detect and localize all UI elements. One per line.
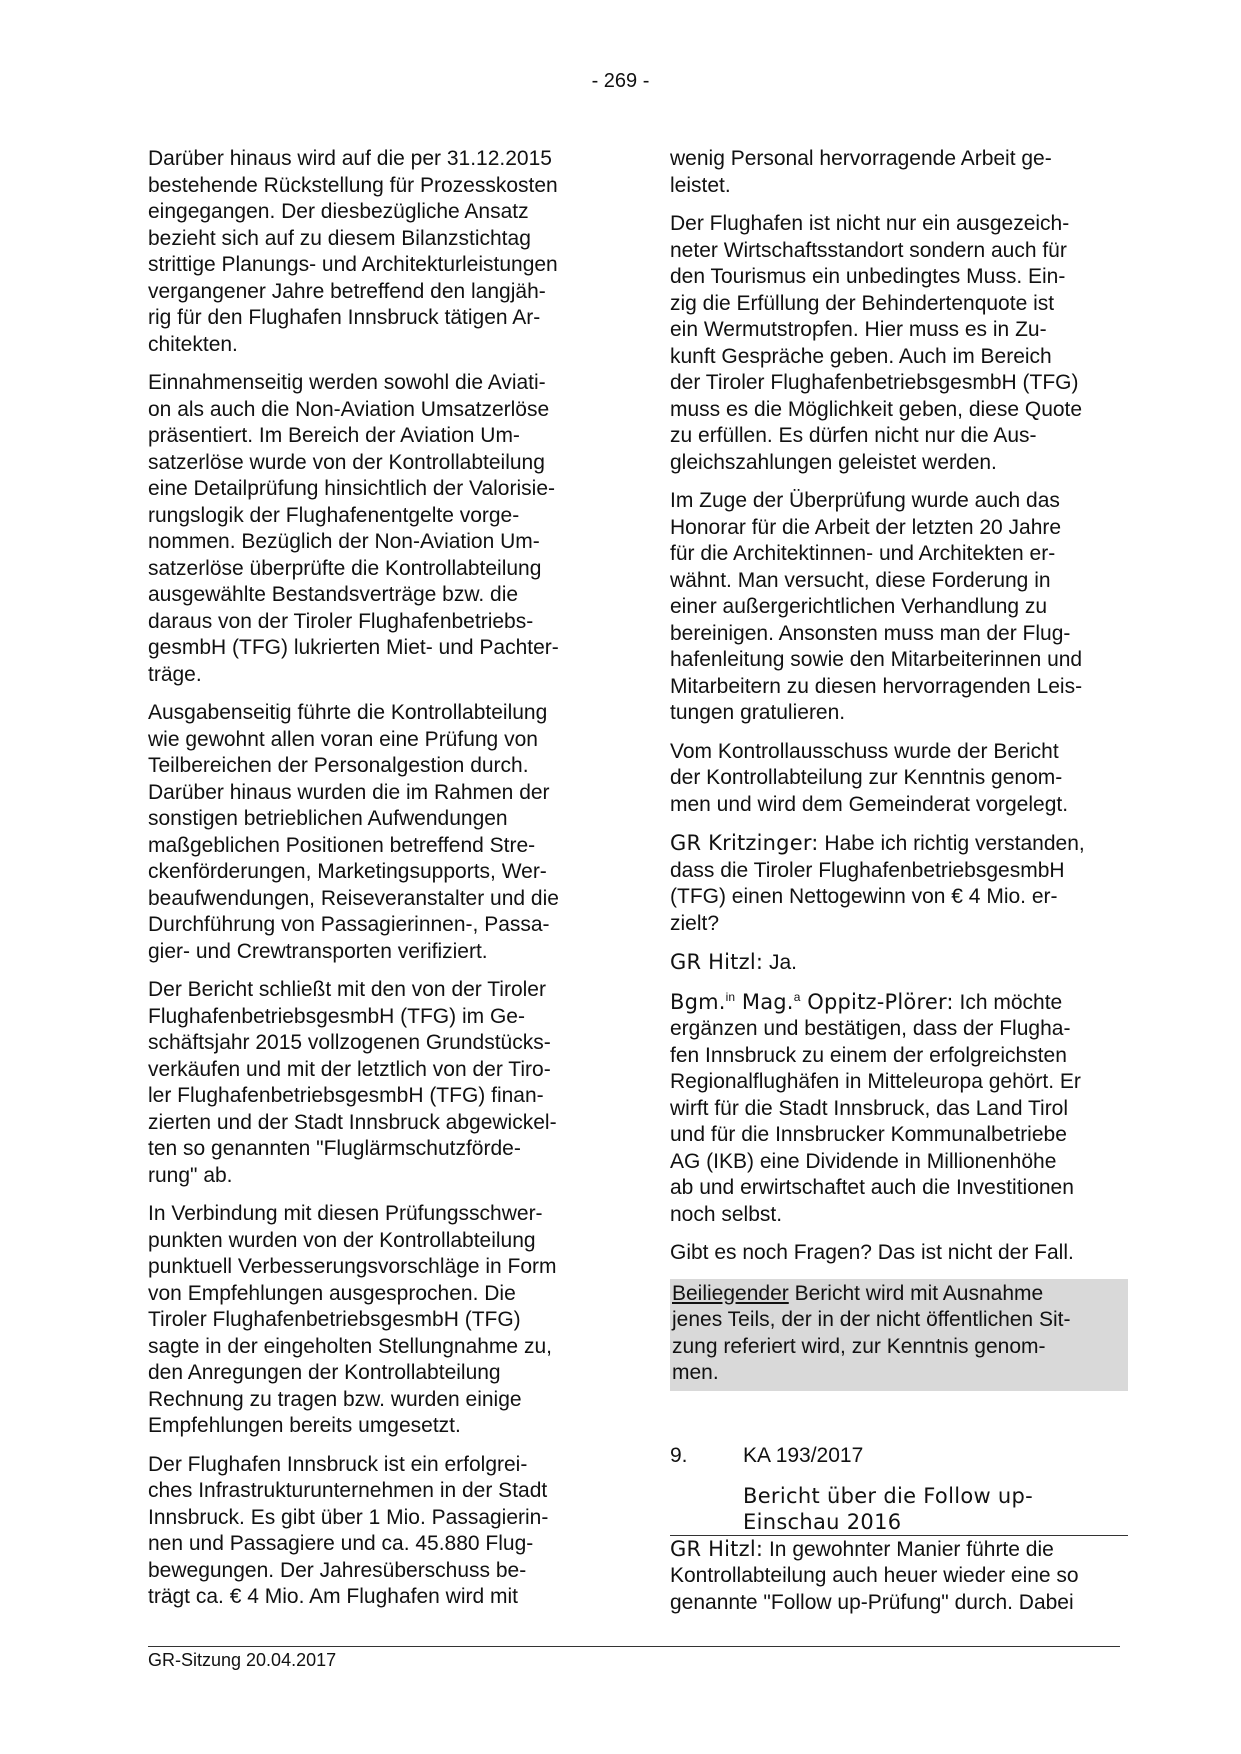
speaker-name-part: Mag. — [735, 989, 794, 1014]
paragraph-continuation: wenig Personal hervorragende Arbeit ge- leistet. — [670, 147, 1052, 197]
right-column — [670, 146, 1120, 1628]
paragraph-expenses: Ausgabenseitig führte die Kontrollabteilung wie gewohnt allen voran eine Prüfung von Teilbereichen der Personalgestion durch. Darüber hinaus wurden die im Rahmen der sonstigen betrieblichen Aufwendungen maßgeblichen Positionen betreffend Stre- ckenförderungen, Marketingsupports, Wer- beaufwendungen, Reiseveranstalter und die Durchführung von Passagierinnen-, Passa- gier- und Crewtransporten verifiziert. — [148, 701, 559, 963]
statement-hitzl-answer — [670, 949, 1120, 977]
footer-divider — [148, 1646, 1120, 1647]
superscript: in — [725, 989, 736, 1004]
paragraph-questions: Gibt es noch Fragen? Das ist nicht der Fall. — [670, 1241, 1074, 1264]
agenda-item — [670, 1443, 1128, 1536]
statement-hitzl-followup — [670, 1536, 1120, 1617]
paragraph-architect-fee: Im Zuge der Überprüfung wurde auch das Honorar für die Arbeit der letzten 20 Jahre für die Architektinnen- und Architekten er- wähnt. Man versucht, diese Forderung in einer außergerichtlichen Verhandlung zu bereinigen. Ansonsten muss man der Flug- hafenleitung sowie den Mitarbeiterinnen und Mitarbeitern zu diesen hervorragenden Leis- tungen gratulieren. — [670, 489, 1083, 724]
paragraph-recommendations: In Verbindung mit diesen Prüfungsschwer- punkten wurden von der Kontrollabteilung punktuell Verbesserungsvorschläge in Form von Empfehlungen ausgesprochen. Die Tiroler FlughafenbetriebsgesmbH (TFG) sagte in der eingeholten Stellungnahme zu, den Anregungen der Kontrollabteilung Rechnung zu tragen bzw. wurden einige Empfehlungen bereits umgesetzt. — [148, 1202, 557, 1437]
paragraph-disability-quota: Der Flughafen ist nicht nur ein ausgezeich- neter Wirtschaftsstandort sondern auch für den Tourismus ein unbedingtes Muss. Ein- zig die Erfüllung der Behindertenquote ist ein Wermutstropfen. Hier muss es in Zu- kunft Gespräche geben. Auch im Bereich der Tiroler FlughafenbetriebsgesmbH (TFG) muss es die Möglichkeit geben, diese Quote zu erfüllen. Es dürfen nicht nur die Aus- gleichszahlungen geleistet werden. — [670, 212, 1083, 474]
statement-text: Ja. — [763, 951, 797, 974]
agenda-reference: KA 193/2017 — [743, 1443, 864, 1467]
resolution-text: Bericht wird mit Ausnahme jenes Teils, der in der nicht öffentlichen Sit- zung referiert wird, zur Kenntnis genom- men. — [672, 1281, 1071, 1384]
left-column — [148, 146, 598, 1623]
resolution-box — [670, 1279, 1128, 1391]
speaker-name-part: Oppitz-Plörer: — [800, 989, 954, 1014]
statement-text: In gewohnter Manier führte die Kontrollabteilung auch heuer wieder eine so genannte "Follow up-Prüfung" durch. Dabei — [670, 1537, 1079, 1614]
agenda-subject: Bericht über die Follow up- Einschau 2016 — [743, 1483, 1034, 1534]
speaker-name: GR Hitzl: — [670, 950, 764, 974]
statement-kritzinger — [670, 830, 1120, 937]
page-number: - 269 - — [591, 70, 650, 92]
paragraph-committee: Vom Kontrollausschuss wurde der Bericht der Kontrollabteilung zur Kenntnis genom- men und wird dem Gemeinderat vorgelegt. — [670, 739, 1069, 816]
paragraph-provision: Darüber hinaus wird auf die per 31.12.2015 bestehende Rückstellung für Prozesskosten eingegangen. Der diesbezügliche Ansatz bezieht sich auf zu diesem Bilanzstichtag strittige Planungs- und Architekturleistungen vergangener Jahre betreffend den langjäh- rig für den Flughafen Innsbruck tätigen Ar- chitekten. — [148, 147, 558, 356]
resolution-keyword: Beiliegender — [672, 1281, 789, 1305]
speaker-name-part: Bgm. — [670, 989, 726, 1014]
speaker-name: GR Hitzl: — [670, 1536, 764, 1561]
statement-mayor — [670, 989, 1120, 1229]
superscript: a — [793, 989, 801, 1004]
speaker-name: GR Kritzinger: — [670, 831, 819, 855]
statement-text: Ich möchte ergänzen und bestätigen, dass der Flugha- fen Innsbruck zu einem der erfolgreichsten Regionalflughäfen in Mitteleuropa gehört. Er wirft für die Stadt Innsbruck, das Land Tirol und für die Innsbrucker Kommunalbetriebe AG (IKB) eine Dividende in Millionenhöhe ab und erwirtschaftet auch die Investitionen noch selbst. — [670, 990, 1081, 1226]
footer-session-date: GR-Sitzung 20.04.2017 — [148, 1650, 337, 1670]
paragraph-report-conclusion: Der Bericht schließt mit den von der Tiroler FlughafenbetriebsgesmbH (TFG) im Ge- schäftsjahr 2015 vollzogenen Grundstücks- verkäufen und mit der letztlich von der Tiro- ler FlughafenbetriebsgesmbH (TFG) finan- zierten und der Stadt Innsbruck abgewickel- ten so genannten "Fluglärmschutzförde- rung" ab. — [148, 978, 557, 1187]
agenda-number: 9. — [670, 1443, 688, 1467]
paragraph-airport-success: Der Flughafen Innsbruck ist ein erfolgrei- ches Infrastrukturunternehmen in der Stadt Innsbruck. Es gibt über 1 Mio. Passagierin- nen und Passagiere und ca. 45.880 Flug- bewegungen. Der Jahresüberschuss be- trägt ca. € 4 Mio. Am Flughafen wird mit — [148, 1452, 549, 1608]
paragraph-revenue: Einnahmenseitig werden sowohl die Aviati- on als auch die Non-Aviation Umsatzerlöse präsentiert. Im Bereich der Aviation Um- satzerlöse wurde von der Kontrollabteilung eine Detailprüfung hinsichtlich der Valorisie- rungslogik der Flughafenentgelte vorge- nommen. Bezüglich der Non-Aviation Um- satzerlöse überprüfte die Kontrollabteilung ausgewählte Bestandsverträge bzw. die daraus von der Tiroler Flughafenbetriebs- gesmbH (TFG) lukrierten Miet- und Pachter- träge. — [148, 371, 559, 686]
statement-text: Habe ich richtig verstanden, dass die Tiroler FlughafenbetriebsgesmbH (TFG) einen Nettogewinn von € 4 Mio. er- zielt? — [670, 832, 1085, 935]
